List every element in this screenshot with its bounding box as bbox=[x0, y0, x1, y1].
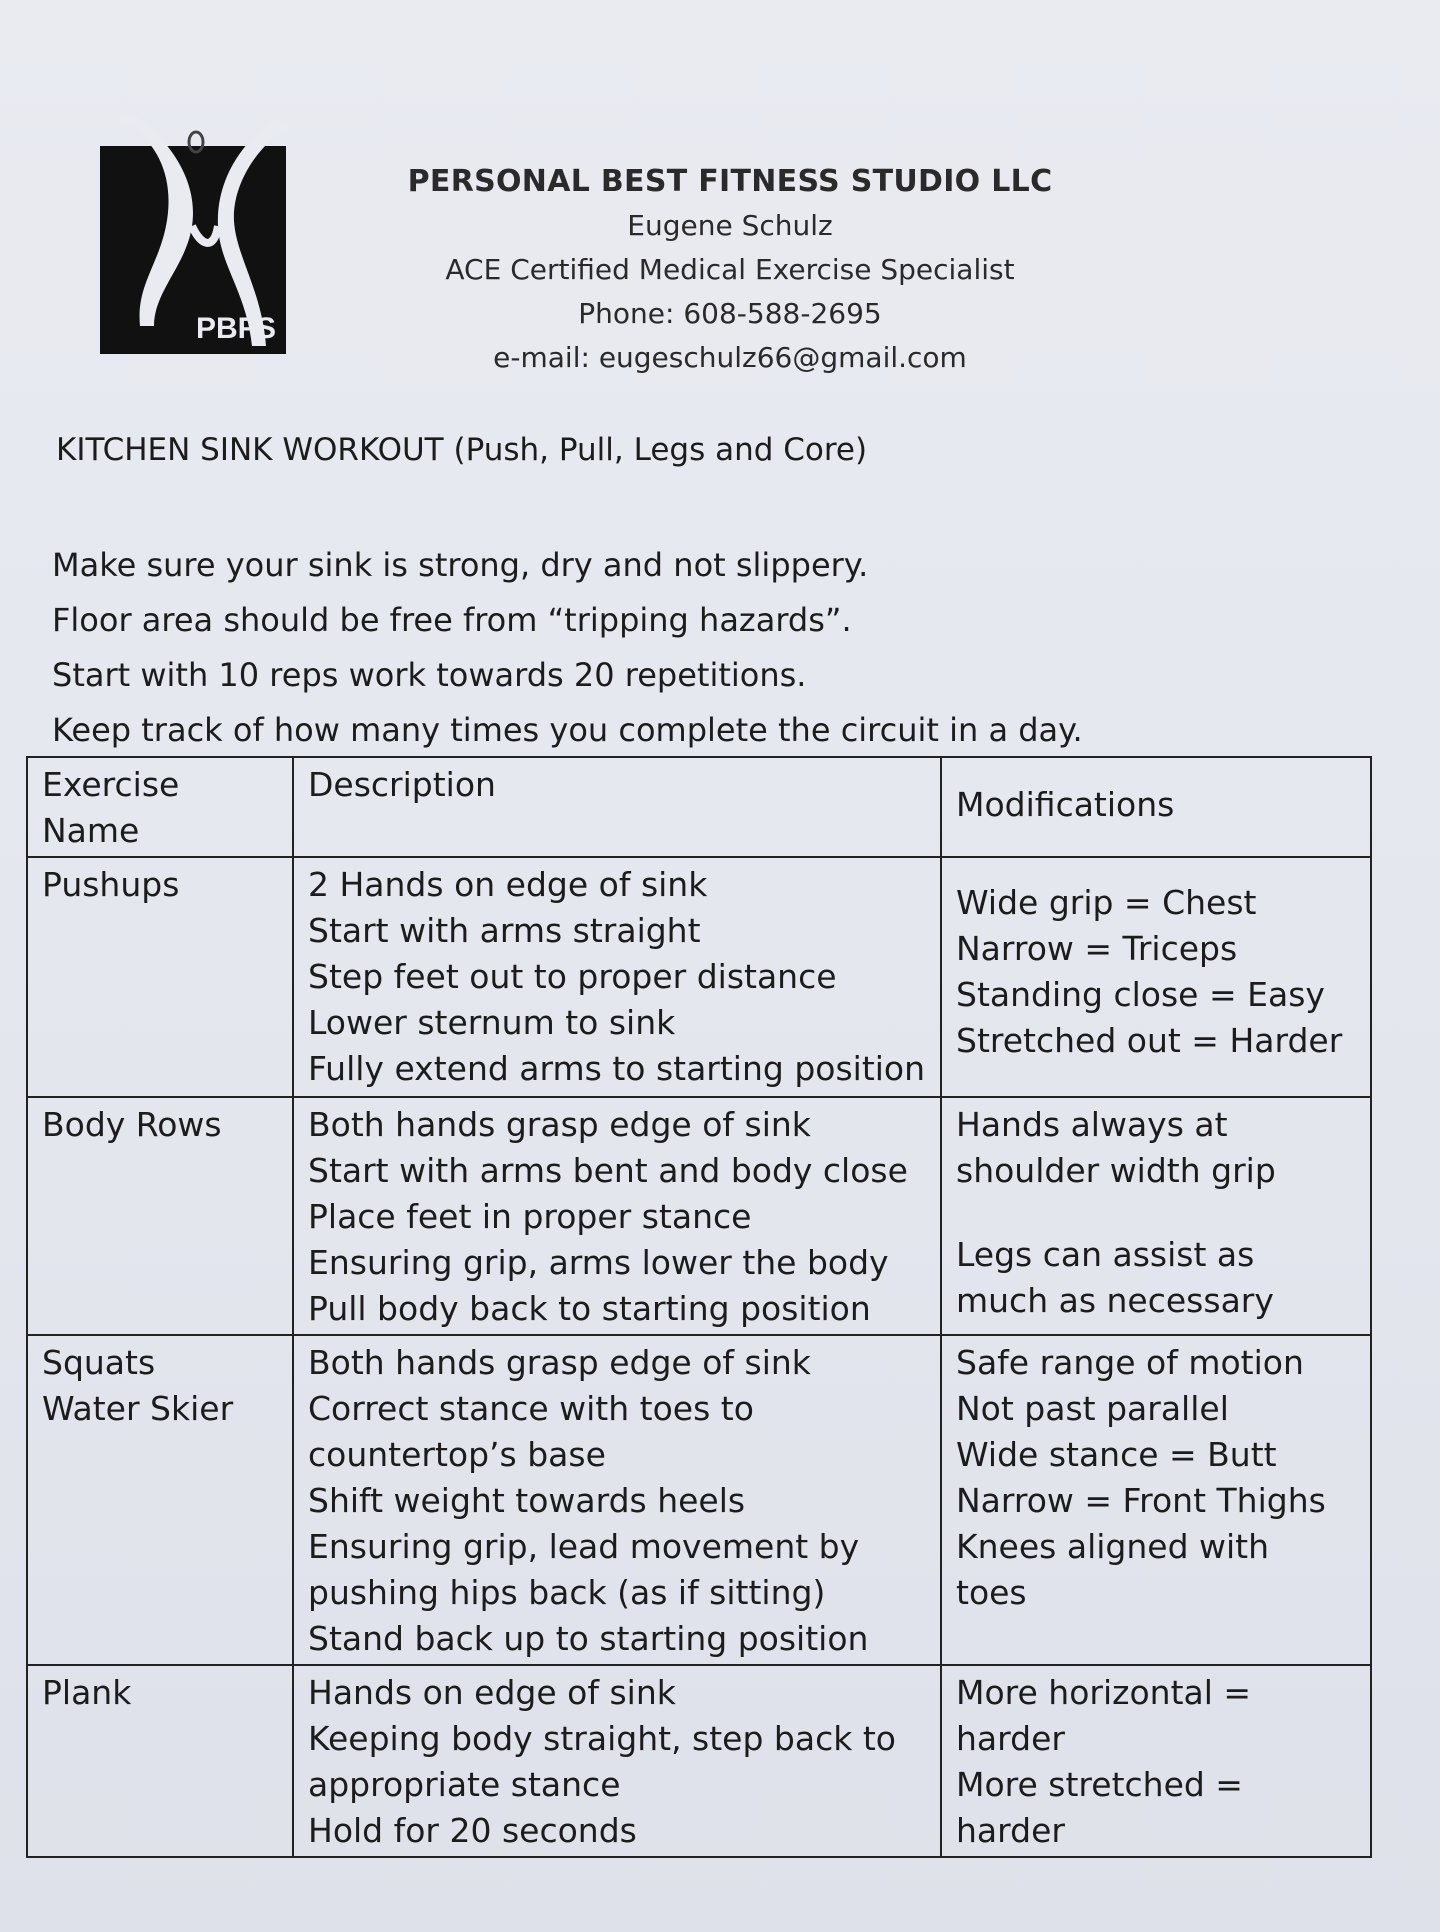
header-text: Name bbox=[42, 811, 140, 850]
exercise-name: Water Skier bbox=[42, 1389, 234, 1428]
description-line: Ensuring grip, lead movement by bbox=[308, 1527, 860, 1566]
description-line: Stand back up to starting position bbox=[308, 1619, 869, 1658]
runner-figure-icon bbox=[96, 116, 290, 356]
modification-line: Wide stance = Butt bbox=[956, 1435, 1277, 1474]
pbfs-logo bbox=[96, 116, 290, 356]
document-title: KITCHEN SINK WORKOUT (Push, Pull, Legs and Core) bbox=[56, 432, 868, 468]
header-description: Description bbox=[293, 757, 941, 857]
modification-line: Narrow = Triceps bbox=[956, 929, 1238, 968]
exercise-name-cell bbox=[27, 1665, 293, 1857]
description-line: Lower sternum to sink bbox=[308, 1003, 676, 1042]
modification-line: Stretched out = Harder bbox=[956, 1021, 1343, 1060]
instruction-line: Make sure your sink is strong, dry and not slippery. bbox=[52, 546, 869, 584]
exercise-name: Squats bbox=[42, 1343, 156, 1382]
exercise-name-cell bbox=[27, 1335, 293, 1665]
description-line: Correct stance with toes to bbox=[308, 1389, 754, 1428]
description-line: Place feet in proper stance bbox=[308, 1197, 752, 1236]
modification-spacer bbox=[956, 1194, 1356, 1232]
description-line: Keeping body straight, step back to bbox=[308, 1719, 896, 1758]
modification-line: Wide grip = Chest bbox=[956, 883, 1257, 922]
description-line: Pull body back to starting position bbox=[308, 1289, 871, 1328]
description-line: Shift weight towards heels bbox=[308, 1481, 746, 1520]
modifications-cell bbox=[941, 857, 1371, 1097]
description-cell bbox=[293, 1335, 941, 1665]
instruction-line: Start with 10 reps work towards 20 repetitions. bbox=[52, 656, 807, 694]
credential: ACE Certified Medical Exercise Specialist bbox=[445, 253, 1015, 286]
modification-line: Safe range of motion bbox=[956, 1343, 1304, 1382]
modifications-cell bbox=[941, 1665, 1371, 1857]
workout-table bbox=[26, 756, 1372, 1858]
description-line: Hold for 20 seconds bbox=[308, 1811, 637, 1850]
description-line: appropriate stance bbox=[308, 1765, 621, 1804]
header-modifications: Modifications bbox=[941, 757, 1371, 857]
description-line: Start with arms straight bbox=[308, 911, 701, 950]
modification-line: Narrow = Front Thighs bbox=[956, 1481, 1326, 1520]
exercise-name: Body Rows bbox=[42, 1105, 222, 1144]
modifications-cell bbox=[941, 1097, 1371, 1335]
modifications-cell bbox=[941, 1335, 1371, 1665]
instructions bbox=[52, 538, 1083, 758]
description-line: Both hands grasp edge of sink bbox=[308, 1343, 811, 1382]
description-cell bbox=[293, 857, 941, 1097]
description-line: 2 Hands on edge of sink bbox=[308, 865, 708, 904]
letterhead bbox=[400, 160, 1060, 380]
modification-line: much as necessary bbox=[956, 1281, 1274, 1320]
phone: Phone: 608-588-2695 bbox=[578, 297, 882, 330]
modification-line: toes bbox=[956, 1573, 1027, 1612]
modification-line: More stretched = bbox=[956, 1765, 1243, 1804]
modification-line: More horizontal = bbox=[956, 1673, 1252, 1712]
instruction-line: Keep track of how many times you complete the circuit in a day. bbox=[52, 711, 1083, 749]
header-exercise-name bbox=[27, 757, 293, 857]
description-cell bbox=[293, 1097, 941, 1335]
description-line: Hands on edge of sink bbox=[308, 1673, 676, 1712]
company-name: PERSONAL BEST FITNESS STUDIO LLC bbox=[407, 164, 1053, 199]
instruction-line: Floor area should be free from “tripping hazards”. bbox=[52, 601, 852, 639]
modification-line: Knees aligned with bbox=[956, 1527, 1270, 1566]
modification-line: harder bbox=[956, 1811, 1065, 1850]
modification-line: shoulder width grip bbox=[956, 1151, 1276, 1190]
description-line: Step feet out to proper distance bbox=[308, 957, 837, 996]
table-row bbox=[27, 1097, 1371, 1335]
description-line: Start with arms bent and body close bbox=[308, 1151, 908, 1190]
exercise-name: Pushups bbox=[42, 865, 180, 904]
description-cell bbox=[293, 1665, 941, 1857]
header-text: Exercise bbox=[42, 765, 180, 804]
trainer-name: Eugene Schulz bbox=[627, 209, 833, 242]
table-row bbox=[27, 857, 1371, 1097]
table-row bbox=[27, 1335, 1371, 1665]
description-line: Ensuring grip, arms lower the body bbox=[308, 1243, 889, 1282]
svg-text:PBFS: PBFS bbox=[195, 312, 277, 345]
modification-line: Standing close = Easy bbox=[956, 975, 1325, 1014]
description-line: Fully extend arms to starting position bbox=[308, 1049, 926, 1088]
description-line: countertop’s base bbox=[308, 1435, 606, 1474]
modification-line: harder bbox=[956, 1719, 1065, 1758]
email: e-mail: eugeschulz66@gmail.com bbox=[493, 341, 967, 374]
exercise-name-cell bbox=[27, 1097, 293, 1335]
modification-line: Hands always at bbox=[956, 1105, 1228, 1144]
table-header-row bbox=[27, 757, 1371, 857]
modification-line: Not past parallel bbox=[956, 1389, 1229, 1428]
description-line: Both hands grasp edge of sink bbox=[308, 1105, 811, 1144]
exercise-name: Plank bbox=[42, 1673, 132, 1712]
exercise-name-cell bbox=[27, 857, 293, 1097]
modification-line: Legs can assist as bbox=[956, 1235, 1255, 1274]
description-line: pushing hips back (as if sitting) bbox=[308, 1573, 826, 1612]
table-row bbox=[27, 1665, 1371, 1857]
